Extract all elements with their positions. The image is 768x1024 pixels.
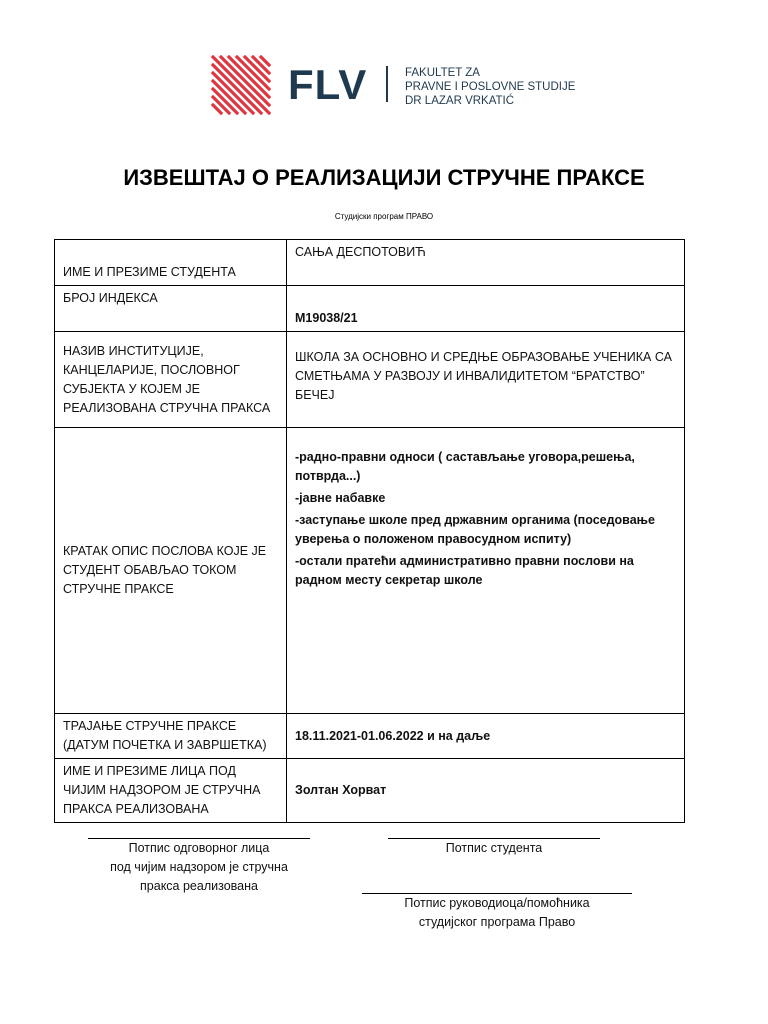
student-name-label: ИМЕ И ПРЕЗИМЕ СТУДЕНТА	[55, 240, 287, 286]
signature-caption: Потпис одговорног лица	[128, 841, 270, 855]
institution-value: ШКОЛА ЗА ОСНОВНО И СРЕДЊЕ ОБРАЗОВАЊЕ УЧЕНИКА СА СМЕТЊАМА У РАЗВОЈУ И ИНВАЛИДИТЕТОМ “БРАТСТВО” БЕЧЕЈ	[287, 332, 685, 428]
supervisor-label: ИМЕ И ПРЕЗИМЕ ЛИЦА ПОД ЧИЈИМ НАДЗОРОМ ЈЕ СТРУЧНА ПРАКСА РЕАЛИЗОВАНА	[55, 759, 287, 823]
study-program: Студијски програм ПРАВО	[334, 212, 434, 221]
flv-logo-icon	[211, 55, 271, 115]
report-table	[54, 239, 685, 823]
table-row	[55, 332, 685, 428]
signature-caption: Потпис руководиоца/помоћника	[404, 896, 590, 910]
table-row	[55, 428, 685, 714]
signature-caption: студијског програма Право	[418, 915, 576, 929]
table-row	[55, 759, 685, 823]
student-signature	[388, 838, 600, 858]
signature-caption: под чијим надзором је стручна	[110, 860, 288, 874]
student-name-value: САЊА ДЕСПОТОВИЋ	[287, 240, 685, 286]
table-row	[55, 286, 685, 332]
tasks-list	[287, 428, 685, 714]
index-value: M19038/21	[287, 286, 685, 332]
duration-value: 18.11.2021-01.06.2022 и на даље	[287, 714, 685, 759]
task-item: -јавне набавке	[295, 491, 386, 505]
task-item: -остали пратећи административно правни послови на радном месту секретар школе	[295, 554, 634, 587]
duration-label: ТРАЈАЊЕ СТРУЧНЕ ПРАКСЕ (ДАТУМ ПОЧЕТКА И ЗАВРШЕТКА)	[55, 714, 287, 759]
table-row	[55, 240, 685, 286]
program-head-signature	[362, 893, 632, 932]
logo-divider	[386, 66, 388, 102]
signature-caption: Потпис студента	[445, 841, 543, 855]
tasks-label: КРАТАК ОПИС ПОСЛОВА КОЈЕ ЈЕ СТУДЕНТ ОБАВЉАО ТОКОМ СТРУЧНЕ ПРАКСЕ	[55, 428, 287, 714]
logo-subtitle-line: FAKULTET ZA	[405, 67, 480, 79]
index-label: БРОЈ ИНДЕКСА	[55, 286, 287, 332]
logo-subtitle-line: DR LAZAR VRKATIĆ	[405, 95, 515, 107]
logo-subtitle	[405, 66, 575, 108]
signature-caption: пракса реализована	[140, 879, 258, 893]
table-row	[55, 714, 685, 759]
supervisor-value: Золтан Хорват	[287, 759, 685, 823]
institution-label: НАЗИВ ИНСТИТУЦИЈЕ, КАНЦЕЛАРИЈЕ, ПОСЛОВНОГ СУБЈЕКТА У КОЈЕМ ЈЕ РЕАЛИЗОВАНА СТРУЧНА ПРАКСА	[55, 332, 287, 428]
task-item: -радно-правни односи ( састављање уговора,решења, потврда...)	[295, 450, 635, 483]
task-item: -заступање школе пред државним органима (поседовање уверења о положеном правосудном испиту)	[295, 513, 655, 546]
logo-wordmark: FLV	[288, 61, 368, 108]
header	[0, 0, 768, 130]
logo-subtitle-line: PRAVNE I POSLOVNE STUDIJE	[405, 81, 576, 93]
supervisor-signature	[88, 838, 310, 896]
document-title: ИЗВЕШТАЈ О РЕАЛИЗАЦИЈИ СТРУЧНЕ ПРАКСЕ	[123, 165, 645, 190]
